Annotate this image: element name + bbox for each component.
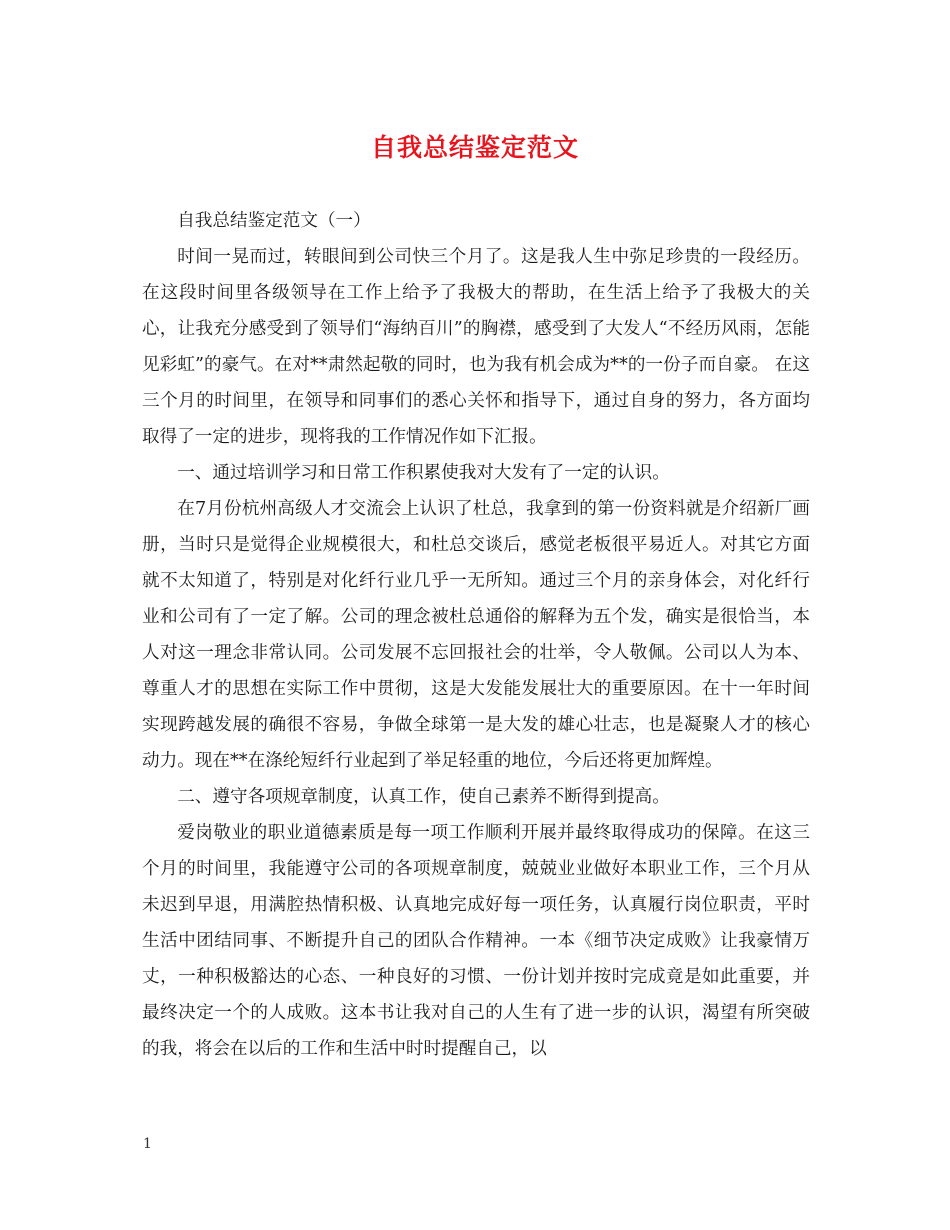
section-heading: 二、遵守各项规章制度，认真工作，使自己素养不断得到提高。 (177, 787, 670, 807)
paragraph: 爱岗敬业的职业道德素质是每一项工作顺利开展并最终取得成功的保障。在这三个月的时间里，我能遵守公司的各项规章制度，兢兢业业做好本职业工作，三个月从未迟到早退，用满腔热情积极、认真地完成好每一项任务，认真履行岗位职责，平时生活中团结同事、不断提升自己的团队合作精神。一本《细节决定成败》让我豪情万丈，一种积极豁达的心态、一种良好的习惯、一份计划并按时完成竟是如此重要，并最终决定一个的人成败。这本书让我对自己的人生有了进一步的认识，渴望有所突破的我，将会在以后的工作和生活中时时提醒自己，以 (142, 823, 810, 1059)
section-heading: 一、通过培训学习和日常工作积累使我对大发有了一定的认识。 (177, 463, 670, 483)
page-number: 1 (143, 1136, 152, 1152)
document-body (142, 203, 810, 1067)
paragraph: 在7月份杭州高级人才交流会上认识了杜总，我拿到的第一份资料就是介绍新厂画册，当时只是觉得企业规模很大，和杜总交谈后，感觉老板很平易近人。对其它方面就不太知道了，特别是对化纤行业几乎一无所知。通过三个月的亲身体会，对化纤行业和公司有了一定了解。公司的理念被杜总通俗的解释为五个发，确实是很恰当，本人对这一理念非常认同。公司发展不忘回报社会的壮举，令人敬佩。公司以人为本、尊重人才的思想在实际工作中贯彻，这是大发能发展壮大的重要原因。在十一年时间实现跨越发展的确很不容易，争做全球第一是大发的雄心壮志，也是凝聚人才的核心动力。现在**在涤纶短纤行业起到了举足轻重的地位，今后还将更加辉煌。 (142, 499, 810, 771)
document-title: 自我总结鉴定范文 (370, 133, 579, 162)
section-heading: 自我总结鉴定范文（一） (177, 211, 371, 231)
paragraph: 时间一晃而过，转眼间到公司快三个月了。这是我人生中弥足珍贵的一段经历。在这段时间里各级领导在工作上给予了我极大的帮助，在生活上给予了我极大的关心，让我充分感受到了领导们“海纳百川”的胸襟，感受到了大发人“不经历风雨，怎能见彩虹”的豪气。在对**肃然起敬的同时，也为我有机会成为**的一份子而自豪。 在这三个月的时间里，在领导和同事们的悉心关怀和指导下，通过自身的努力，各方面均取得了一定的进步，现将我的工作情况作如下汇报。 (142, 247, 810, 447)
